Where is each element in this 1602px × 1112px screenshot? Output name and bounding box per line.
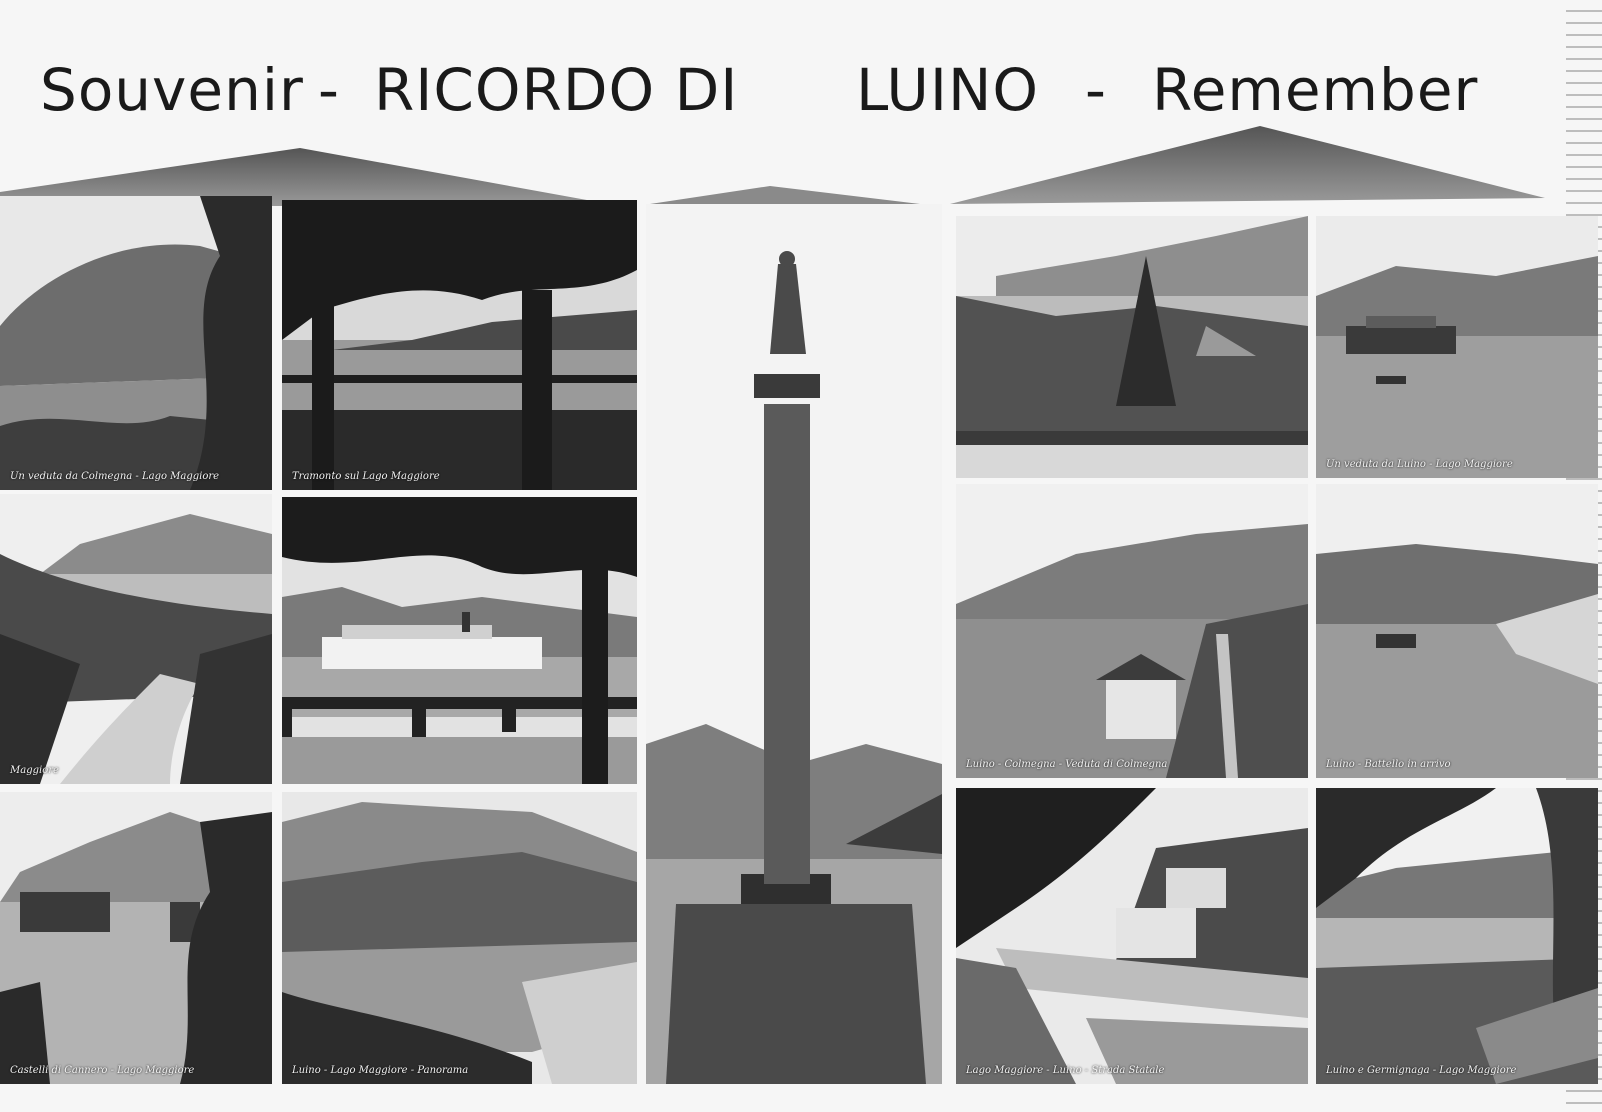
photo-caption: Luino - Colmegna - Veduta di Colmegna	[966, 759, 1168, 770]
photo-caption: Lago Maggiore - Luino - Strada Statale	[966, 1065, 1165, 1076]
title-souvenir: Souvenir	[40, 56, 304, 124]
photo-germignaga-view	[1316, 788, 1598, 1084]
photo-cannero-castles	[0, 792, 272, 1084]
title-luino: LUINO	[856, 56, 1040, 124]
photo-park-view	[956, 216, 1308, 478]
photo-monument-column	[646, 204, 942, 1084]
photo-caption: Luino - Lago Maggiore - Panorama	[292, 1065, 469, 1076]
photo-caption: Un veduta da Colmegna - Lago Maggiore	[10, 471, 220, 482]
photo-state-road	[956, 788, 1308, 1084]
photo-colmegna-view	[0, 196, 272, 490]
photo-steamer-arrival	[1316, 484, 1598, 778]
title-separator-1: -	[318, 56, 340, 124]
photo-caption: Luino e Germignaga - Lago Maggiore	[1326, 1065, 1517, 1076]
photo-steamboat-promenade	[282, 497, 637, 784]
photo-sunset-lake	[282, 200, 637, 490]
title-remember: Remember	[1152, 56, 1479, 124]
photo-caption: Luino - Battello in arrivo	[1326, 759, 1451, 770]
decorative-roofs	[0, 0, 1602, 220]
title-separator-2: -	[1085, 56, 1107, 124]
photo-caption: Maggiore	[10, 765, 59, 776]
title-ricordo-di: RICORDO DI	[374, 56, 739, 124]
photo-luino-panorama	[282, 792, 637, 1084]
photo-garden-path	[0, 494, 272, 784]
photo-luino-harbor	[1316, 216, 1598, 478]
photo-caption: Castelli di Cannero - Lago Maggiore	[10, 1065, 195, 1076]
photo-caption: Un veduta da Luino - Lago Maggiore	[1326, 459, 1513, 470]
photo-colmegna-house	[956, 484, 1308, 778]
photo-caption: Tramonto sul Lago Maggiore	[292, 471, 440, 482]
